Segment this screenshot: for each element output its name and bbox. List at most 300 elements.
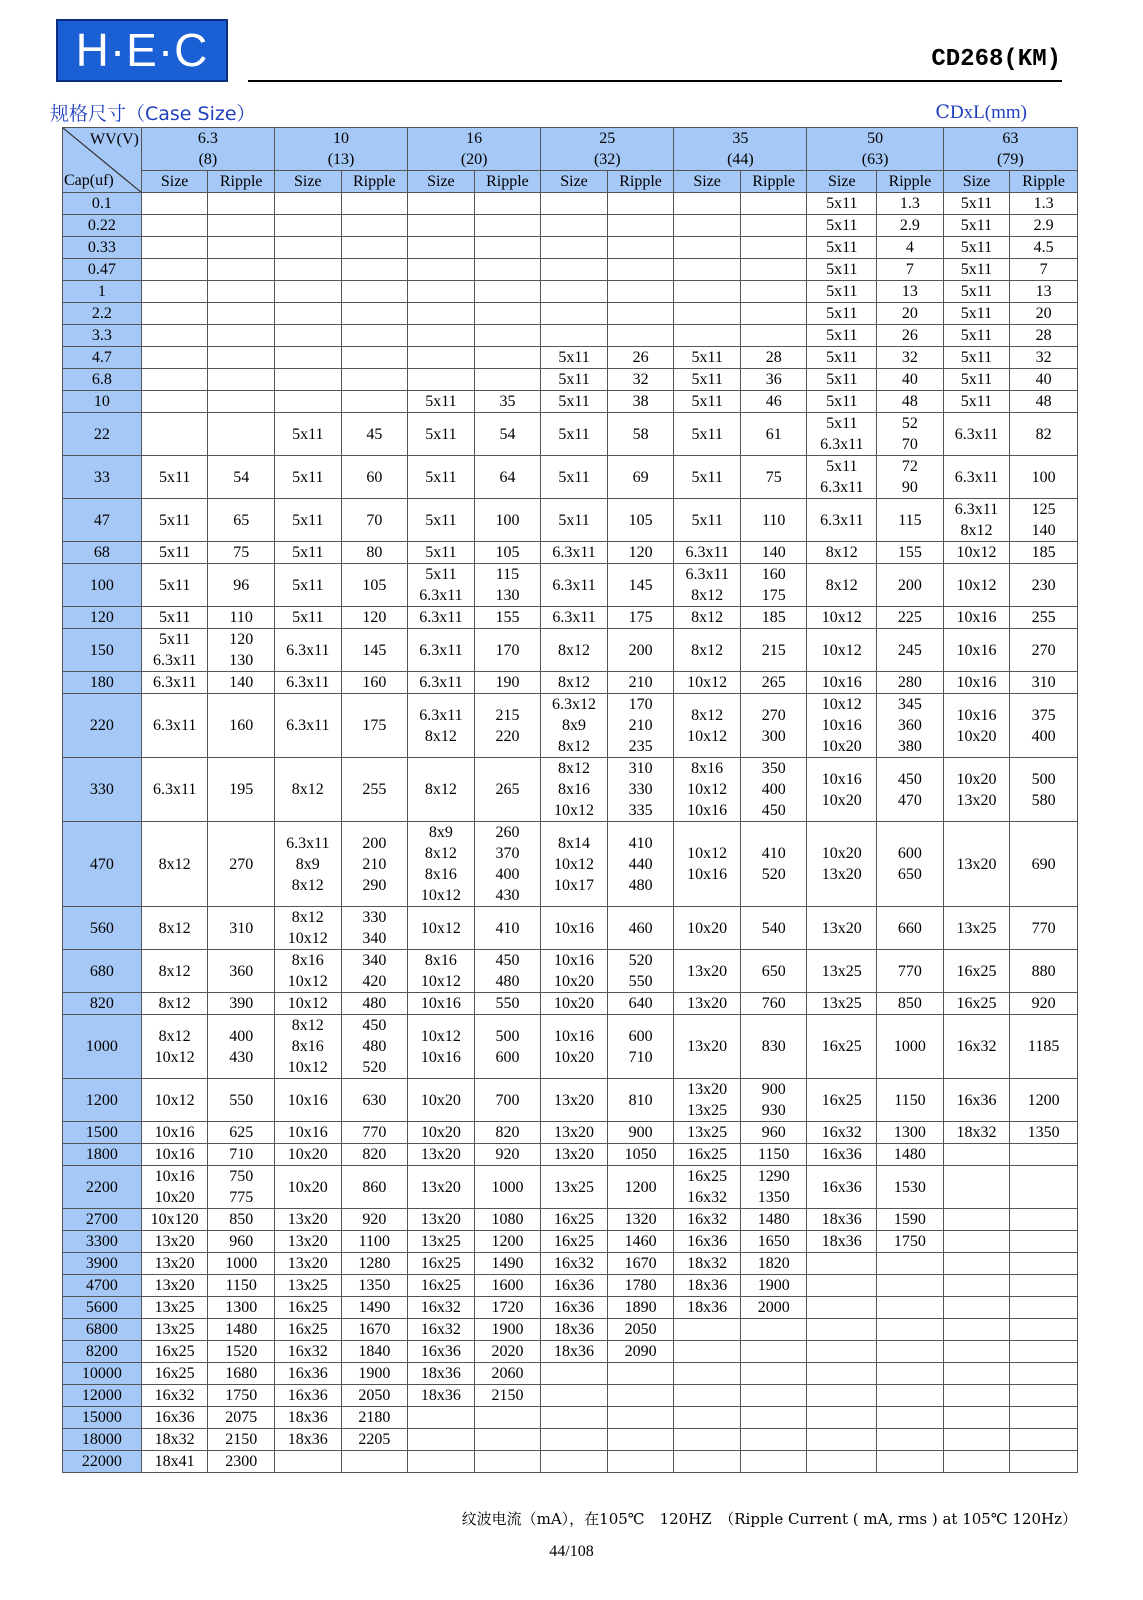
size-cell bbox=[943, 1166, 1010, 1209]
ripple-cell bbox=[474, 1209, 541, 1231]
ripple-cell bbox=[341, 1253, 408, 1275]
ripple-cell bbox=[474, 413, 541, 456]
ripple-value: 235 bbox=[628, 738, 653, 755]
ripple-value: 7 bbox=[905, 261, 914, 278]
ripple-cell bbox=[208, 1122, 275, 1144]
ripple-cell bbox=[474, 456, 541, 499]
size-value: 8x12 bbox=[691, 641, 724, 659]
ripple-cell bbox=[208, 391, 275, 413]
size-cell bbox=[807, 1341, 877, 1363]
wv-unit-label: WV(V) bbox=[89, 131, 139, 148]
ripple-cell bbox=[341, 1209, 408, 1231]
size-cell bbox=[541, 215, 608, 237]
ripple-value: 54 bbox=[233, 468, 250, 486]
ripple-value: 140 bbox=[229, 674, 254, 691]
ripple-value: 430 bbox=[229, 1048, 254, 1066]
size-value: 6.3x11 bbox=[419, 609, 463, 626]
size-value: 6.3x11 bbox=[820, 436, 864, 453]
size-value: 6.3x11 bbox=[152, 717, 197, 734]
ripple-cell bbox=[740, 1231, 807, 1253]
size-value: 6.3x11 bbox=[685, 566, 729, 583]
ripple-value: 26 bbox=[632, 349, 649, 366]
size-cell bbox=[541, 1451, 608, 1473]
voltage-header bbox=[674, 128, 807, 171]
ripple-value: 260 bbox=[495, 824, 520, 841]
ripple-column-header: Ripple bbox=[877, 171, 944, 193]
size-value: 13x20 bbox=[687, 1081, 728, 1098]
size-cell bbox=[674, 564, 741, 607]
ripple-cell bbox=[740, 907, 807, 950]
size-cell bbox=[674, 499, 741, 542]
size-cell bbox=[674, 672, 741, 694]
size-value: 6.3x11 bbox=[820, 511, 864, 529]
table-row bbox=[63, 1209, 1078, 1231]
size-cell bbox=[408, 193, 475, 215]
size-value: 13x20 bbox=[420, 1211, 461, 1228]
capacitance-cell: 18000 bbox=[63, 1429, 142, 1451]
capacitance-cell: 10000 bbox=[63, 1363, 142, 1385]
capacitance-cell: 100 bbox=[63, 564, 142, 607]
size-cell bbox=[807, 303, 877, 325]
size-cell bbox=[274, 758, 341, 822]
ripple-cell bbox=[1010, 950, 1078, 993]
size-cell bbox=[408, 215, 475, 237]
ripple-cell bbox=[341, 1385, 408, 1407]
capacitance-cell: 470 bbox=[63, 822, 142, 907]
ripple-cell bbox=[877, 1144, 944, 1166]
hec-logo: H·E·C bbox=[56, 19, 228, 82]
size-cell bbox=[274, 1429, 341, 1451]
ripple-cell bbox=[341, 193, 408, 215]
surge-voltage: (44) bbox=[727, 151, 754, 168]
ripple-value: 310 bbox=[1031, 674, 1056, 691]
size-cell bbox=[807, 907, 877, 950]
size-value: 5x11 bbox=[292, 511, 324, 529]
ripple-cell bbox=[474, 1363, 541, 1385]
size-column-header: Size bbox=[943, 171, 1010, 193]
ripple-cell bbox=[1010, 369, 1078, 391]
capacitance-cell: 150 bbox=[63, 629, 142, 672]
size-value: 13x25 bbox=[154, 1299, 195, 1316]
ripple-cell bbox=[877, 564, 944, 607]
size-cell bbox=[807, 347, 877, 369]
ripple-cell bbox=[474, 347, 541, 369]
ripple-value: 32 bbox=[1035, 349, 1052, 366]
size-value: 6.3x11 bbox=[152, 652, 197, 669]
ripple-value: 340 bbox=[362, 930, 387, 947]
ripple-value: 160 bbox=[761, 566, 786, 583]
ripple-cell bbox=[607, 1079, 674, 1122]
size-value: 5x11 bbox=[960, 371, 993, 388]
capacitance-cell: 1000 bbox=[63, 1015, 142, 1079]
ripple-cell bbox=[341, 1015, 408, 1079]
size-value: 16x25 bbox=[287, 1321, 328, 1338]
size-value: 5x11 bbox=[425, 544, 457, 561]
working-voltage: 25 bbox=[599, 130, 616, 147]
table-row bbox=[63, 1451, 1078, 1473]
size-value: 8x12 bbox=[691, 587, 724, 604]
ripple-cell bbox=[877, 391, 944, 413]
ripple-value: 40 bbox=[1035, 371, 1052, 388]
ripple-cell bbox=[607, 1319, 674, 1341]
working-voltage: 63 bbox=[1002, 130, 1019, 147]
size-value: 5x11 bbox=[558, 349, 590, 366]
ripple-value: 330 bbox=[628, 781, 653, 798]
size-column-header: Size bbox=[141, 171, 208, 193]
size-cell bbox=[141, 237, 208, 259]
ripple-value: 96 bbox=[233, 576, 250, 594]
size-cell bbox=[674, 1122, 741, 1144]
size-value: 6.3x11 bbox=[286, 674, 330, 691]
ripple-cell bbox=[877, 822, 944, 907]
size-cell bbox=[408, 1429, 475, 1451]
ripple-value: 100 bbox=[495, 511, 520, 529]
ripple-cell bbox=[208, 215, 275, 237]
size-cell bbox=[674, 1144, 741, 1166]
ripple-cell bbox=[607, 607, 674, 629]
size-cell bbox=[943, 607, 1010, 629]
size-value: 5x11 bbox=[425, 511, 457, 529]
size-value: 16x25 bbox=[420, 1277, 461, 1294]
size-cell bbox=[141, 369, 208, 391]
ripple-value: 1900 bbox=[358, 1365, 391, 1382]
size-value: 10x16 bbox=[420, 995, 461, 1012]
size-value: 10x20 bbox=[554, 1048, 595, 1066]
size-value: 10x12 bbox=[154, 1048, 195, 1066]
table-row bbox=[63, 672, 1078, 694]
size-cell bbox=[408, 1209, 475, 1231]
ripple-value: 170 bbox=[495, 641, 520, 659]
ripple-value: 220 bbox=[495, 727, 520, 745]
ripple-cell bbox=[877, 1079, 944, 1122]
size-cell bbox=[274, 1275, 341, 1297]
size-cell bbox=[408, 1275, 475, 1297]
size-cell bbox=[943, 542, 1010, 564]
size-cell bbox=[674, 1231, 741, 1253]
size-cell bbox=[541, 993, 608, 1015]
ripple-cell bbox=[474, 215, 541, 237]
capacitance-cell: 2700 bbox=[63, 1209, 142, 1231]
size-cell bbox=[943, 303, 1010, 325]
ripple-cell bbox=[740, 259, 807, 281]
size-cell bbox=[674, 1166, 741, 1209]
table-row bbox=[63, 1015, 1078, 1079]
ripple-value: 2050 bbox=[624, 1321, 657, 1338]
ripple-value: 65 bbox=[233, 511, 250, 529]
ripple-value: 920 bbox=[362, 1211, 387, 1228]
size-cell bbox=[807, 325, 877, 347]
size-cell bbox=[408, 237, 475, 259]
ripple-cell bbox=[208, 499, 275, 542]
ripple-value: 630 bbox=[362, 1091, 387, 1109]
size-cell bbox=[541, 1166, 608, 1209]
ripple-cell bbox=[208, 1429, 275, 1451]
size-value: 16x32 bbox=[554, 1255, 595, 1272]
size-cell bbox=[141, 694, 208, 758]
size-cell bbox=[674, 413, 741, 456]
ripple-value: 360 bbox=[897, 717, 922, 734]
ripple-value: 160 bbox=[362, 674, 387, 691]
ripple-cell bbox=[341, 1166, 408, 1209]
size-value: 16x32 bbox=[420, 1321, 461, 1338]
size-value: 13x25 bbox=[821, 962, 862, 980]
ripple-cell bbox=[1010, 1341, 1078, 1363]
ripple-value: 255 bbox=[1031, 609, 1056, 626]
size-cell bbox=[141, 456, 208, 499]
size-cell bbox=[674, 303, 741, 325]
ripple-cell bbox=[474, 1429, 541, 1451]
size-cell bbox=[674, 1275, 741, 1297]
ripple-column-header: Ripple bbox=[341, 171, 408, 193]
size-value: 10x20 bbox=[821, 845, 862, 862]
ripple-value: 460 bbox=[628, 919, 653, 937]
ripple-value: 410 bbox=[495, 919, 520, 937]
ripple-value: 195 bbox=[229, 781, 254, 798]
size-cell bbox=[943, 672, 1010, 694]
ripple-cell bbox=[208, 1166, 275, 1209]
size-cell bbox=[408, 564, 475, 607]
size-value: 8x12 bbox=[558, 674, 591, 691]
table-row bbox=[63, 1363, 1078, 1385]
size-value: 5x11 bbox=[960, 349, 993, 366]
ripple-column-header: Ripple bbox=[607, 171, 674, 193]
table-row bbox=[63, 758, 1078, 822]
size-value: 13x20 bbox=[287, 1255, 328, 1272]
table-row bbox=[63, 456, 1078, 499]
size-cell bbox=[141, 1253, 208, 1275]
ripple-cell bbox=[877, 259, 944, 281]
size-cell bbox=[141, 822, 208, 907]
ripple-value: 400 bbox=[1031, 727, 1056, 745]
size-cell bbox=[541, 907, 608, 950]
size-value: 16x25 bbox=[821, 1038, 862, 1055]
ripple-value: 245 bbox=[897, 641, 922, 659]
ripple-cell bbox=[877, 1253, 944, 1275]
ripple-value: 2060 bbox=[491, 1365, 524, 1382]
size-value: 10x12 bbox=[687, 674, 728, 691]
ripple-cell bbox=[607, 1429, 674, 1451]
size-cell bbox=[408, 1166, 475, 1209]
ripple-cell bbox=[877, 1319, 944, 1341]
capacitance-cell: 33 bbox=[63, 456, 142, 499]
size-cell bbox=[943, 1429, 1010, 1451]
size-value: 5x11 bbox=[826, 349, 858, 366]
ripple-value: 120 bbox=[362, 609, 387, 626]
size-cell bbox=[274, 907, 341, 950]
ripple-value: 2000 bbox=[757, 1299, 790, 1316]
size-value: 6.3x11 bbox=[552, 609, 596, 626]
size-cell bbox=[541, 1319, 608, 1341]
size-cell bbox=[274, 391, 341, 413]
size-cell bbox=[274, 413, 341, 456]
size-cell bbox=[943, 1209, 1010, 1231]
size-value: 16x25 bbox=[554, 1233, 595, 1250]
size-cell bbox=[807, 1451, 877, 1473]
size-cell bbox=[274, 215, 341, 237]
size-value: 16x36 bbox=[287, 1387, 328, 1404]
capacitance-cell: 0.33 bbox=[63, 237, 142, 259]
ripple-cell bbox=[208, 303, 275, 325]
size-cell bbox=[541, 456, 608, 499]
ripple-value: 1900 bbox=[491, 1321, 524, 1338]
size-value: 8x12 bbox=[558, 738, 591, 755]
size-value: 5x11 bbox=[292, 544, 324, 561]
size-cell bbox=[274, 1319, 341, 1341]
table-row bbox=[63, 1144, 1078, 1166]
size-cell bbox=[141, 672, 208, 694]
table-row bbox=[63, 499, 1078, 542]
size-cell bbox=[674, 369, 741, 391]
ripple-cell bbox=[607, 1407, 674, 1429]
size-value: 5x11 bbox=[960, 217, 993, 234]
size-value: 10x16 bbox=[687, 866, 728, 883]
ripple-cell bbox=[877, 1297, 944, 1319]
size-cell bbox=[408, 694, 475, 758]
size-value: 16x36 bbox=[154, 1409, 195, 1426]
ripple-value: 155 bbox=[897, 544, 922, 561]
size-cell bbox=[408, 456, 475, 499]
ripple-value: 1680 bbox=[225, 1365, 258, 1382]
ripple-value: 390 bbox=[229, 995, 254, 1012]
ripple-cell bbox=[607, 237, 674, 259]
ripple-value: 69 bbox=[632, 468, 649, 486]
capacitance-cell: 1500 bbox=[63, 1122, 142, 1144]
size-value: 10x20 bbox=[154, 1189, 195, 1206]
ripple-current-footnote: 纹波电流（mA），在105℃ 120HZ （Ripple Current ( mA, rms ) at 105℃ 120Hz） bbox=[461, 1510, 1077, 1528]
size-value: 5x11 bbox=[691, 511, 723, 529]
ripple-cell bbox=[341, 281, 408, 303]
ripple-value: 480 bbox=[362, 995, 387, 1012]
ripple-value: 45 bbox=[366, 425, 383, 443]
ripple-value: 1670 bbox=[358, 1321, 391, 1338]
ripple-cell bbox=[341, 1429, 408, 1451]
ripple-value: 1820 bbox=[757, 1255, 790, 1272]
size-cell bbox=[541, 237, 608, 259]
ripple-cell bbox=[607, 1363, 674, 1385]
surge-voltage: (63) bbox=[861, 151, 889, 168]
ripple-cell bbox=[607, 1385, 674, 1407]
size-cell bbox=[141, 1144, 208, 1166]
voltage-header bbox=[541, 128, 674, 171]
size-value: 8x12 bbox=[158, 995, 191, 1012]
working-voltage: 10 bbox=[333, 130, 350, 147]
size-value: 8x9 bbox=[428, 824, 453, 841]
size-value: 6.3x11 bbox=[152, 781, 197, 798]
ripple-cell bbox=[877, 369, 944, 391]
size-value: 5x11 bbox=[691, 349, 723, 366]
ripple-cell bbox=[740, 822, 807, 907]
ripple-cell bbox=[740, 413, 807, 456]
capacitance-cell: 180 bbox=[63, 672, 142, 694]
size-value: 10x20 bbox=[956, 770, 997, 788]
size-value: 16x25 bbox=[821, 1091, 862, 1109]
ripple-value: 32 bbox=[632, 371, 649, 388]
ripple-value: 830 bbox=[761, 1038, 786, 1055]
size-cell bbox=[141, 1319, 208, 1341]
working-voltage: 16 bbox=[466, 130, 483, 147]
ripple-value: 105 bbox=[362, 576, 387, 594]
size-value: 8x16 bbox=[424, 952, 457, 969]
ripple-value: 450 bbox=[495, 952, 520, 969]
ripple-cell bbox=[1010, 607, 1078, 629]
capacitance-cell: 68 bbox=[63, 542, 142, 564]
ripple-cell bbox=[208, 758, 275, 822]
size-cell bbox=[274, 542, 341, 564]
size-value: 8x12 bbox=[291, 781, 324, 798]
size-cell bbox=[541, 607, 608, 629]
size-value: 5x11 bbox=[960, 195, 993, 212]
size-cell bbox=[674, 758, 741, 822]
size-cell bbox=[943, 1231, 1010, 1253]
header-rule bbox=[248, 80, 1062, 82]
size-cell bbox=[408, 369, 475, 391]
ripple-cell bbox=[877, 950, 944, 993]
ripple-cell bbox=[341, 303, 408, 325]
size-cell bbox=[807, 950, 877, 993]
ripple-value: 400 bbox=[229, 1027, 254, 1045]
model-title: CD268(KM) bbox=[931, 46, 1061, 73]
size-value: 6.3x11 bbox=[419, 674, 463, 691]
ripple-cell bbox=[607, 391, 674, 413]
size-value: 5x11 bbox=[826, 283, 858, 300]
ripple-cell bbox=[341, 369, 408, 391]
size-value: 5x11 bbox=[691, 468, 723, 486]
size-value: 18x36 bbox=[821, 1233, 862, 1250]
size-value: 10x12 bbox=[287, 930, 328, 947]
ripple-value: 960 bbox=[761, 1124, 786, 1141]
ripple-value: 125 bbox=[1031, 501, 1056, 518]
size-cell bbox=[408, 1079, 475, 1122]
size-value: 10x20 bbox=[287, 1178, 328, 1196]
size-cell bbox=[141, 1451, 208, 1473]
size-value: 8x12 bbox=[291, 909, 324, 926]
size-cell bbox=[541, 1253, 608, 1275]
ripple-value: 1890 bbox=[624, 1299, 657, 1316]
ripple-value: 850 bbox=[229, 1211, 254, 1228]
size-cell bbox=[141, 1231, 208, 1253]
size-cell bbox=[541, 1122, 608, 1144]
ripple-value: 82 bbox=[1035, 425, 1052, 443]
size-value: 10x16 bbox=[821, 717, 862, 734]
ripple-value: 1900 bbox=[757, 1277, 790, 1294]
size-value: 10x20 bbox=[287, 1146, 328, 1163]
size-cell bbox=[943, 564, 1010, 607]
ripple-cell bbox=[607, 694, 674, 758]
size-cell bbox=[274, 629, 341, 672]
size-value: 10x16 bbox=[554, 919, 595, 937]
size-value: 16x36 bbox=[821, 1178, 862, 1196]
size-value: 18x36 bbox=[287, 1409, 328, 1426]
ripple-cell bbox=[474, 237, 541, 259]
ripple-cell bbox=[208, 325, 275, 347]
ripple-value: 480 bbox=[362, 1038, 387, 1055]
ripple-value: 1200 bbox=[491, 1233, 524, 1250]
ripple-cell bbox=[1010, 1079, 1078, 1122]
ripple-value: 58 bbox=[632, 425, 649, 443]
size-cell bbox=[943, 1015, 1010, 1079]
ripple-value: 175 bbox=[761, 587, 786, 604]
size-value: 10x16 bbox=[821, 674, 862, 691]
size-cell bbox=[141, 1015, 208, 1079]
size-cell bbox=[141, 499, 208, 542]
size-value: 5x11 bbox=[826, 195, 858, 212]
size-cell bbox=[541, 950, 608, 993]
ripple-cell bbox=[607, 1451, 674, 1473]
ripple-cell bbox=[607, 993, 674, 1015]
size-cell bbox=[807, 499, 877, 542]
ripple-value: 1150 bbox=[225, 1277, 257, 1294]
ripple-cell bbox=[341, 347, 408, 369]
